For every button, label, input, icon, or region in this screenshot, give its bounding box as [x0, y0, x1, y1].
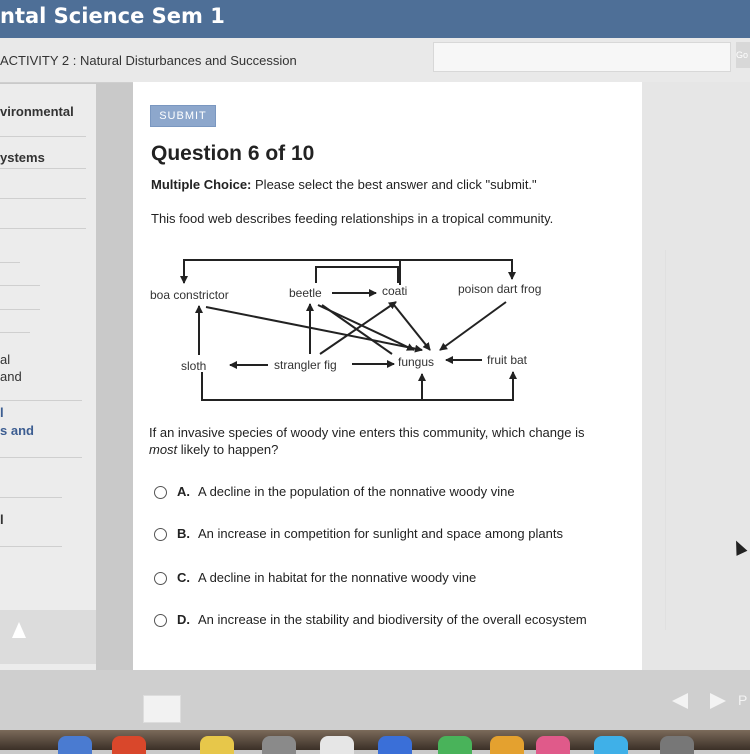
app-title: ntal Science Sem 1	[0, 4, 225, 28]
radio-d[interactable]	[154, 614, 167, 627]
sidebar-item-and[interactable]: and	[0, 369, 22, 384]
choice-a-text: A decline in the population of the nonnative woody vine	[198, 484, 515, 499]
choice-c-letter: C.	[177, 570, 190, 585]
dock-app-icon[interactable]	[660, 736, 694, 754]
sidebar-divider	[0, 332, 30, 333]
arrow-up-icon	[12, 622, 26, 638]
arrow-frog-to-fungus	[440, 302, 506, 350]
sidebar-divider	[0, 168, 86, 169]
right-panel	[642, 82, 750, 670]
dock-app-icon[interactable]	[490, 736, 524, 754]
dock-app-icon[interactable]	[58, 736, 92, 754]
stem-italic: most	[149, 442, 178, 457]
dock-app-icon[interactable]	[262, 736, 296, 754]
arrow-bottom-to-bat	[202, 372, 513, 400]
radio-b[interactable]	[154, 528, 167, 541]
sidebar-divider	[0, 309, 40, 310]
go-button[interactable]: Go	[736, 42, 750, 68]
choice-d-text: An increase in the stability and biodiversity of the overall ecosystem	[198, 612, 587, 627]
arrow-boa-to-fungus	[206, 307, 422, 350]
next-arrow-icon[interactable]	[710, 693, 726, 709]
label-coati: coati	[382, 284, 408, 298]
activity-title: ACTIVITY 2 : Natural Disturbances and Succession	[0, 53, 297, 68]
sidebar-divider	[0, 400, 82, 401]
stem-part1: If an invasive species of woody vine enters this community, which change is	[149, 425, 585, 440]
printer-icon[interactable]	[143, 695, 181, 723]
dock-app-icon[interactable]	[112, 736, 146, 754]
sidebar-divider	[0, 136, 86, 137]
arrow-coati-to-frog	[400, 260, 512, 279]
instruction	[151, 177, 537, 192]
choice-d[interactable]	[154, 612, 587, 632]
instruction-text: Please select the best answer and click "submit."	[255, 177, 537, 192]
search-field[interactable]	[433, 42, 731, 72]
choice-a[interactable]	[154, 484, 515, 504]
arrow-beetle-to-coati-loop	[316, 267, 398, 283]
label-poison-dart-frog: poison dart frog	[458, 282, 542, 296]
choice-d-letter: D.	[177, 612, 190, 627]
sidebar-item-s-and[interactable]: s and	[0, 423, 34, 438]
submit-button[interactable]: SUBMIT	[150, 105, 216, 127]
scroll-up-button[interactable]	[0, 610, 96, 664]
sidebar-divider	[0, 198, 86, 199]
question-stem	[149, 424, 584, 458]
label-beetle: beetle	[289, 286, 322, 300]
next-label[interactable]: P	[738, 692, 748, 708]
activity-bar	[0, 38, 750, 83]
sidebar-divider	[0, 457, 82, 458]
sidebar-item-ecosystems[interactable]: ystems	[0, 150, 45, 165]
dock-app-icon[interactable]	[320, 736, 354, 754]
previous-arrow-icon[interactable]	[672, 693, 688, 709]
food-web-diagram	[140, 250, 580, 410]
label-fruit-bat: fruit bat	[487, 353, 528, 367]
label-strangler-fig: strangler fig	[274, 358, 337, 372]
arrow-coati-to-boa	[184, 260, 400, 285]
sidebar-item-al[interactable]: al	[0, 352, 11, 367]
stem-part2: likely to happen?	[180, 442, 279, 457]
sidebar-item-l[interactable]: l	[0, 405, 4, 420]
dock-app-icon[interactable]	[438, 736, 472, 754]
radio-a[interactable]	[154, 486, 167, 499]
choice-c[interactable]	[154, 570, 476, 590]
dock-app-icon[interactable]	[200, 736, 234, 754]
label-boa-constrictor: boa constrictor	[150, 288, 229, 302]
sidebar-divider	[0, 262, 20, 263]
choice-b[interactable]	[154, 526, 563, 546]
app-header	[0, 0, 750, 38]
panel-divider	[665, 250, 666, 630]
dock-app-icon[interactable]	[536, 736, 570, 754]
question-intro: This food web describes feeding relationships in a tropical community.	[151, 211, 554, 226]
choice-b-letter: B.	[177, 526, 190, 541]
sidebar-item-l2[interactable]: l	[0, 512, 4, 527]
arrow-fig-to-coati	[320, 302, 396, 354]
instruction-prefix: Multiple Choice:	[151, 177, 252, 192]
sidebar-divider	[0, 546, 62, 547]
sidebar-item-environmental[interactable]: vironmental	[0, 104, 74, 119]
sidebar-divider	[0, 497, 62, 498]
question-title: Question 6 of 10	[151, 142, 315, 165]
choice-b-text: An increase in competition for sunlight and space among plants	[198, 526, 563, 541]
radio-c[interactable]	[154, 572, 167, 585]
choice-a-letter: A.	[177, 484, 190, 499]
label-fungus: fungus	[398, 355, 435, 369]
choice-c-text: A decline in habitat for the nonnative woody vine	[198, 570, 477, 585]
label-sloth: sloth	[181, 359, 207, 373]
sidebar-divider	[0, 285, 40, 286]
dock-app-icon[interactable]	[594, 736, 628, 754]
dock-app-icon[interactable]	[378, 736, 412, 754]
sidebar-divider	[0, 228, 86, 229]
